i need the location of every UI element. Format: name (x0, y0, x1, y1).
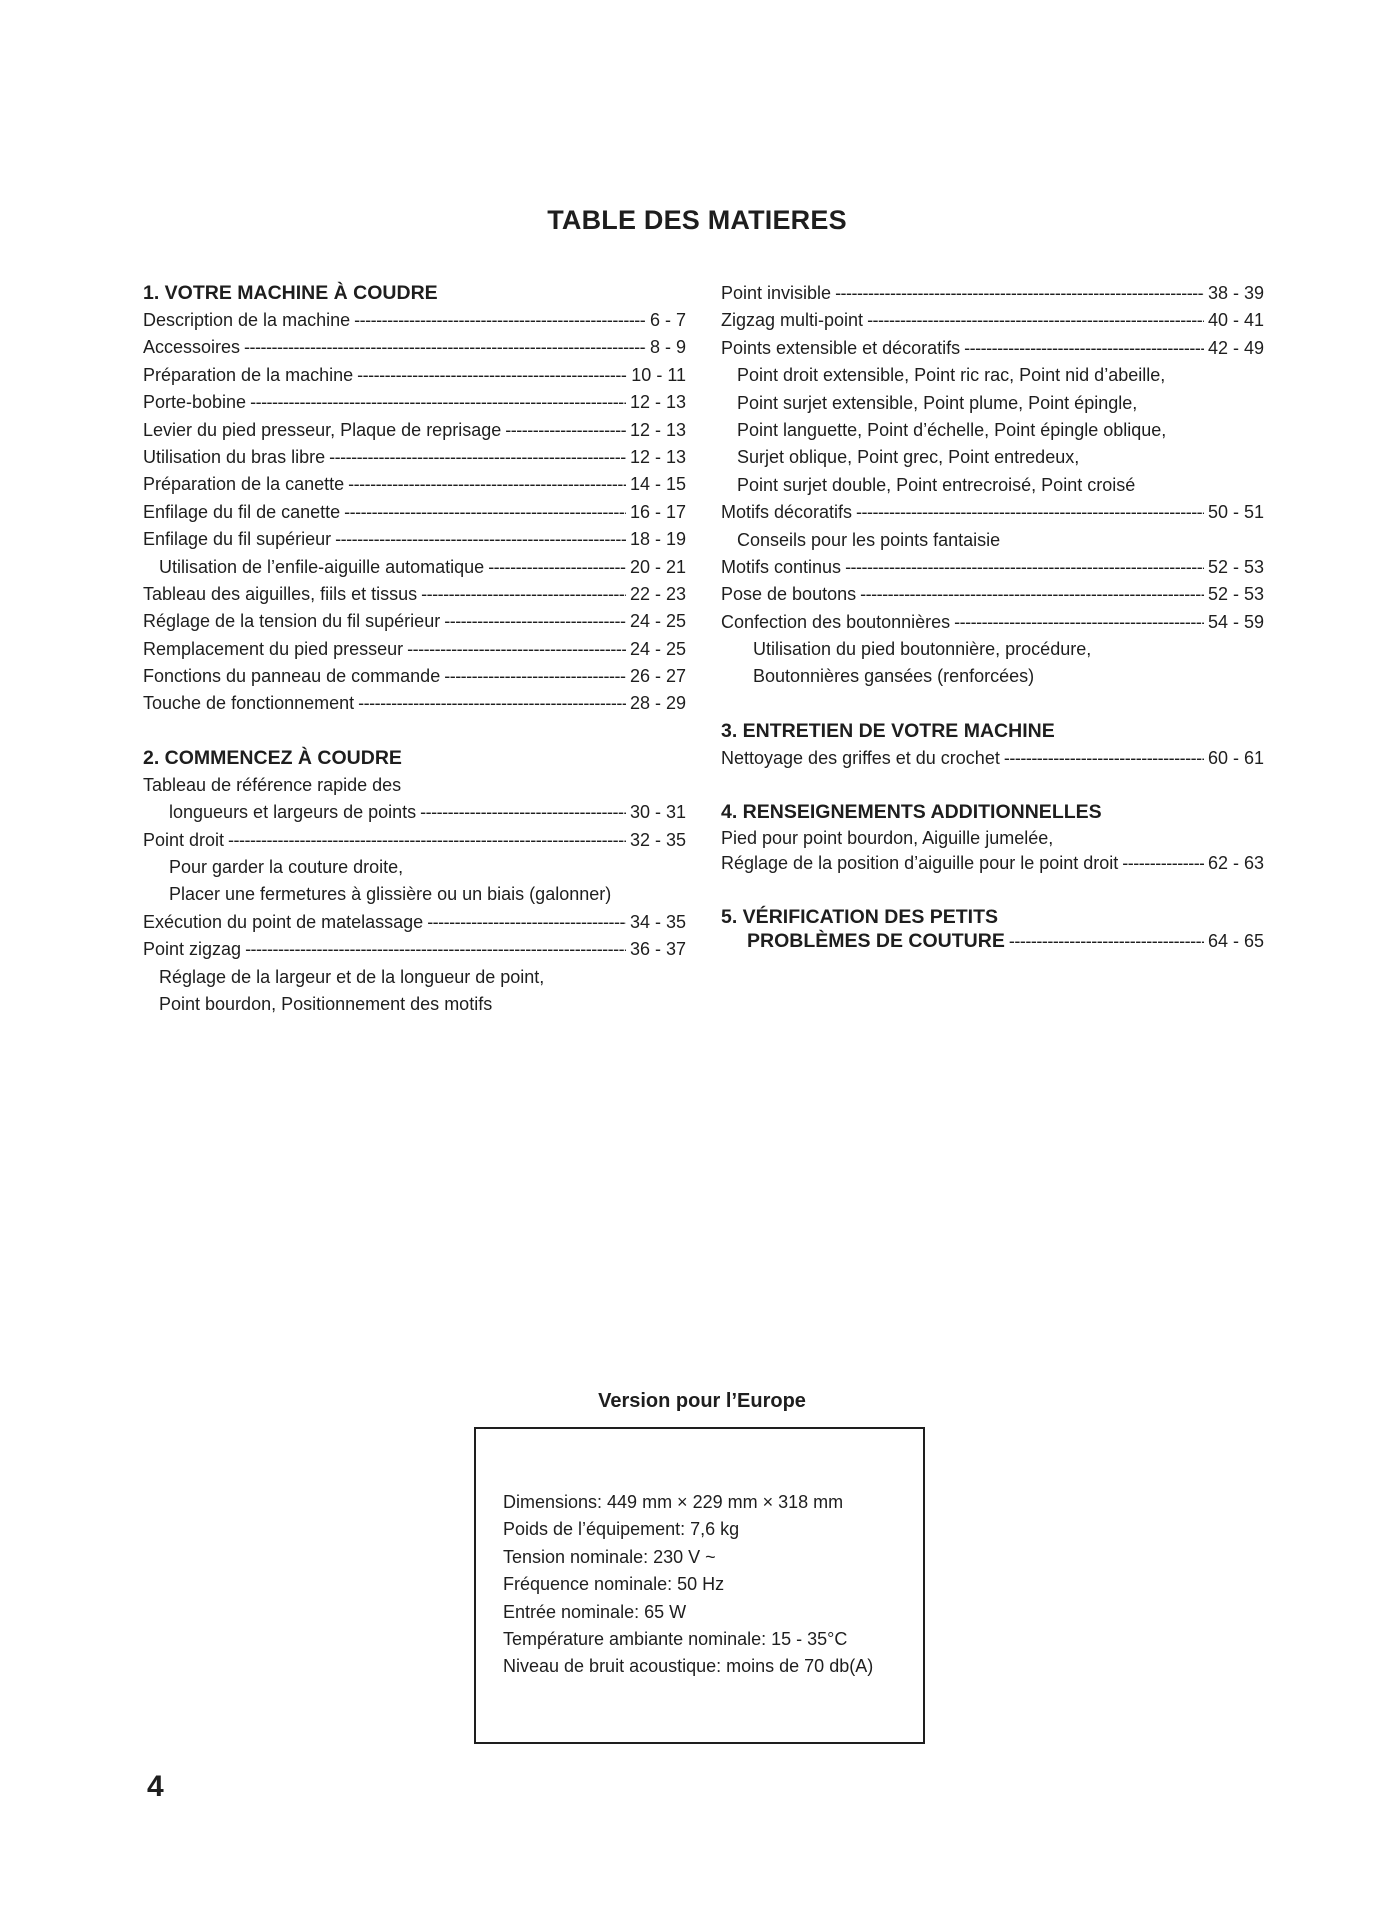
spec-line: Dimensions: 449 mm × 229 mm × 318 mm (503, 1492, 844, 1512)
page-number: 4 (147, 1770, 164, 1803)
toc-entry: Réglage de la position d’aiguille pour le point droit ----- 62 - 63 (721, 850, 1264, 877)
section-2-heading: 2. COMMENCEZ À COUDRE (143, 746, 402, 769)
toc-left-column (143, 280, 686, 1045)
toc-entry: Point invisible ----- 38 - 39 (721, 280, 1264, 307)
toc-text-line: Point surjet extensible, Point plume, Point épingle, (737, 392, 1138, 413)
toc-text-line: Réglage de la largeur et de la longueur de point, (159, 966, 545, 987)
section-4-heading: 4. RENSEIGNEMENTS ADDITIONNELLES (721, 801, 1102, 824)
toc-text-line: Point surjet double, Point entrecroisé, Point croisé (737, 474, 1136, 495)
toc-entry: Remplacement du pied presseur ----- 24 - 25 (143, 636, 686, 663)
toc-entry: Préparation de la canette ----- 14 - 15 (143, 471, 686, 498)
spec-line: Niveau de bruit acoustique: moins de 70 db(A) (503, 1656, 874, 1677)
section-3-heading: 3. ENTRETIEN DE VOTRE MACHINE (721, 719, 1055, 742)
toc-entry: Tableau des aiguilles, fiils et tissus ----- 22 - 23 (143, 581, 686, 608)
toc-text-line: Conseils pour les points fantaisie (737, 529, 1001, 550)
toc-entry: Levier du pied presseur, Plaque de reprisage ----- 12 - 13 (143, 417, 686, 444)
section-2-continued (721, 280, 1264, 691)
section-1-entries (143, 307, 686, 718)
toc-entry: Porte-bobine ----- 12 - 13 (143, 389, 686, 416)
section-1 (143, 280, 686, 718)
toc-entry: Point droit ----- 32 - 35 (143, 827, 686, 854)
section-2 (143, 745, 686, 1019)
toc-text-line: Utilisation du pied boutonnière, procédure, (753, 639, 1092, 660)
toc-entry: Utilisation du bras libre ----- 12 - 13 (143, 444, 686, 471)
toc-entry: Point zigzag ----- 36 - 37 (143, 936, 686, 963)
toc-entry: Réglage de la tension du fil supérieur ----- 24 - 25 (143, 608, 686, 635)
specifications-box (474, 1427, 925, 1744)
toc-entry: Description de la machine ----- 6 - 7 (143, 307, 686, 334)
section-4 (721, 799, 1264, 877)
toc-entry: Enfilage du fil de canette ----- 16 - 17 (143, 499, 686, 526)
toc-text-line: Pour garder la couture droite, (169, 857, 404, 878)
toc-text-line: Point bourdon, Positionnement des motifs (159, 993, 493, 1014)
toc-entry: Pose de boutons ----- 52 - 53 (721, 581, 1264, 608)
toc-entry: Enfilage du fil supérieur ----- 18 - 19 (143, 526, 686, 553)
version-title: Version pour l’Europe (598, 1390, 806, 1412)
toc-entry: longueurs et largeurs de points ----- 30 - 31 (143, 799, 686, 826)
section-5 (721, 905, 1264, 953)
toc-entry: Zigzag multi-point ----- 40 - 41 (721, 307, 1264, 334)
toc-right-column (721, 280, 1264, 980)
toc-text-line: Point droit extensible, Point ric rac, Point nid d’abeille, (737, 365, 1166, 386)
section-5-heading-line2: PROBLÈMES DE COUTURE ----- 64 - 65 (721, 929, 1264, 953)
toc-text-line: Tableau de référence rapide des (143, 774, 402, 795)
spec-line: Entrée nominale: 65 W (503, 1601, 687, 1622)
toc-entry: Touche de fonctionnement ----- 28 - 29 (143, 690, 686, 717)
toc-entry: Motifs continus ----- 52 - 53 (721, 554, 1264, 581)
spec-line: Poids de l’équipement: 7,6 kg (503, 1519, 740, 1540)
toc-text-line: Placer une fermetures à glissière ou un biais (galonner) (169, 884, 612, 905)
toc-text-line: Pied pour point bourdon, Aiguille jumelée, (721, 828, 1054, 849)
spec-line: Température ambiante nominale: 15 - 35°C (503, 1628, 848, 1649)
section-5-heading-line1: 5. VÉRIFICATION DES PETITS (721, 905, 999, 928)
toc-entry: Motifs décoratifs ----- 50 - 51 (721, 499, 1264, 526)
toc-entry: Fonctions du panneau de commande ----- 26 - 27 (143, 663, 686, 690)
toc-entry: Utilisation de l’enfile-aiguille automatique ----- 20 - 21 (143, 554, 686, 581)
toc-text-line: Boutonnières gansées (renforcées) (753, 666, 1035, 687)
toc-entry: Exécution du point de matelassage ----- 34 - 35 (143, 909, 686, 936)
specifications-list (503, 1489, 873, 1681)
toc-entry: Préparation de la machine ----- 10 - 11 (143, 362, 686, 389)
toc-text-line: Point languette, Point d’échelle, Point épingle oblique, (737, 419, 1167, 440)
toc-entry: Nettoyage des griffes et du crochet ----- 60 - 61 (721, 745, 1264, 772)
toc-entry: Accessoires ----- 8 - 9 (143, 334, 686, 361)
spec-line: Tension nominale: 230 V ~ (503, 1546, 716, 1567)
toc-entry: Points extensible et décoratifs ----- 42 - 49 (721, 335, 1264, 362)
section-1-heading: 1. VOTRE MACHINE À COUDRE (143, 282, 438, 304)
page-title: TABLE DES MATIERES (547, 205, 847, 235)
toc-entry: Confection des boutonnières ----- 54 - 59 (721, 609, 1264, 636)
spec-line: Fréquence nominale: 50 Hz (503, 1574, 725, 1595)
toc-text-line: Surjet oblique, Point grec, Point entredeux, (737, 447, 1080, 468)
section-3 (721, 718, 1264, 772)
